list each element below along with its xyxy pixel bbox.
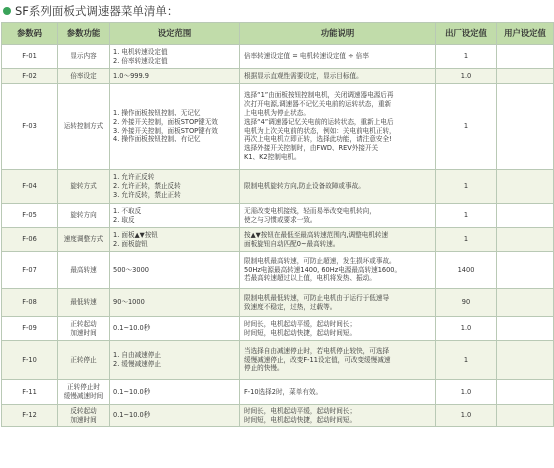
function-desc-line: 根据显示直观性需要设定，显示目标值。	[244, 71, 363, 80]
param-function-line: 显示内容	[70, 52, 97, 61]
factory-default-cell: 1	[436, 204, 497, 228]
function-desc-line: 当选择自由减速停止时，若电机停止较快，可选择	[244, 346, 390, 355]
function-desc-cell	[240, 204, 436, 228]
factory-default-cell: 1.0	[436, 405, 497, 427]
param-code-cell: F-07	[2, 252, 58, 289]
param-function-line: 倍率设定	[70, 71, 97, 80]
param-function-line: 速度调整方式	[63, 235, 104, 244]
function-desc-cell	[240, 84, 436, 170]
factory-default-cell: 90	[436, 289, 497, 317]
function-desc-line: 50Hz电源最高转速1400, 60Hz电源最高转速1600。	[244, 265, 402, 274]
setting-range-line: 2. 允许正转，禁止反转	[113, 182, 181, 191]
setting-range-cell	[110, 84, 240, 170]
param-function-cell	[58, 317, 110, 341]
setting-range-line: 1. 操作面板按钮控制、无记忆	[113, 108, 201, 117]
factory-default-cell: 1400	[436, 252, 497, 289]
setting-range-cell	[110, 170, 240, 204]
param-function-line: 旋转方向	[70, 211, 97, 220]
function-desc-line: 选择“4”调速器记忆关电前的运转状态，重新上电后	[244, 117, 394, 126]
table-row	[2, 69, 554, 84]
param-code-cell: F-10	[2, 341, 58, 380]
function-desc-cell	[240, 170, 436, 204]
user-setting-cell	[497, 289, 554, 317]
function-desc-line: 停止的快慢。	[244, 364, 284, 373]
setting-range-line: 1. 允许正反转	[113, 173, 155, 182]
function-desc-line: F-10选择2时，菜单有效。	[244, 387, 323, 396]
function-desc-line: 时间长，电机起动平缓，起动时间长；	[244, 319, 357, 328]
setting-range-cell	[110, 317, 240, 341]
param-code-cell: F-09	[2, 317, 58, 341]
setting-range-cell	[110, 45, 240, 69]
function-desc-line: 无需改变电机接线，轻而易举改变电机转向，	[244, 206, 376, 215]
setting-range-line: 1. 不取反	[113, 206, 142, 215]
param-function-line: 正转起动	[70, 319, 97, 328]
table-row	[2, 204, 554, 228]
function-desc-line: 时间短，电机起动快捷，起动时间短。	[244, 415, 357, 424]
header-range: 设定范围	[110, 23, 240, 45]
function-desc-cell	[240, 289, 436, 317]
setting-range-line: 1. 面板▲▼按钮	[113, 230, 158, 239]
function-desc-cell	[240, 45, 436, 69]
table-body	[2, 45, 554, 427]
setting-range-line: 2. 外接开关控制，面板STOP键无效	[113, 117, 218, 126]
setting-range-line: 90～1000	[113, 298, 145, 307]
user-setting-cell	[497, 252, 554, 289]
param-code-cell: F-11	[2, 380, 58, 405]
user-setting-cell	[497, 84, 554, 170]
function-desc-cell	[240, 341, 436, 380]
param-code-cell: F-03	[2, 84, 58, 170]
setting-range-cell	[110, 252, 240, 289]
function-desc-cell	[240, 252, 436, 289]
header-code: 参数码	[2, 23, 58, 45]
function-desc-cell	[240, 228, 436, 252]
user-setting-cell	[497, 341, 554, 380]
param-code-cell: F-04	[2, 170, 58, 204]
param-code-cell: F-06	[2, 228, 58, 252]
param-code-cell: F-05	[2, 204, 58, 228]
factory-default-cell: 1	[436, 341, 497, 380]
header-name: 参数功能	[58, 23, 110, 45]
function-desc-line: 限制电机最低转速，可防止电机由于运行于低速导	[244, 293, 390, 302]
factory-default-cell: 1.0	[436, 317, 497, 341]
function-desc-line: 面板旋钮自动匹配0~最高转速。	[244, 239, 340, 248]
function-desc-line: 若最高转速超过以上值，电机将发热、振动。	[244, 274, 376, 283]
menu-list-title	[0, 0, 554, 22]
function-desc-line: 电机为上次关电前的状态，例如：关电前电机正转，	[244, 126, 396, 135]
param-code-cell: F-12	[2, 405, 58, 427]
factory-default-cell: 1.0	[436, 69, 497, 84]
user-setting-cell	[497, 170, 554, 204]
user-setting-cell	[497, 204, 554, 228]
param-function-cell	[58, 204, 110, 228]
setting-range-cell	[110, 69, 240, 84]
setting-range-cell	[110, 405, 240, 427]
param-function-line: 缓慢减速时间	[63, 392, 104, 400]
table-row	[2, 405, 554, 427]
setting-range-line: 3. 外接开关控制，面板STOP键有效	[113, 126, 218, 135]
setting-range-cell	[110, 380, 240, 405]
param-function-line: 正转停止时	[67, 383, 100, 392]
setting-range-line: 0.1~10.0秒	[113, 387, 151, 396]
param-function-cell	[58, 380, 110, 405]
function-desc-line: K1、K2控制电机。	[244, 153, 301, 162]
factory-default-cell: 1	[436, 228, 497, 252]
setting-range-cell	[110, 289, 240, 317]
user-setting-cell	[497, 228, 554, 252]
param-function-cell	[58, 252, 110, 289]
function-desc-line: 上电电机为停止状态。	[244, 108, 310, 117]
param-function-cell	[58, 289, 110, 317]
function-desc-cell	[240, 405, 436, 427]
parameter-table	[1, 22, 554, 427]
setting-range-line: 0.1~10.0秒	[113, 324, 151, 333]
table-row	[2, 252, 554, 289]
setting-range-line: 1. 自由减速停止	[113, 351, 161, 360]
table-row	[2, 341, 554, 380]
factory-default-cell: 1	[436, 170, 497, 204]
param-function-line: 旋转方式	[70, 182, 97, 191]
function-desc-line: 选择“1”由面板按钮控制电机，关闭调速器电源后再	[244, 90, 394, 99]
setting-range-line: 500～3000	[113, 265, 149, 274]
param-code-cell: F-02	[2, 69, 58, 84]
table-row	[2, 317, 554, 341]
setting-range-line: 2. 倍率转速设定值	[113, 56, 168, 65]
table-header-row	[2, 23, 554, 45]
function-desc-cell	[240, 380, 436, 405]
param-function-line: 加速时间	[70, 328, 97, 337]
param-function-cell	[58, 84, 110, 170]
setting-range-line: 2. 缓慢减速停止	[113, 360, 161, 368]
table-row	[2, 170, 554, 204]
param-code-cell: F-01	[2, 45, 58, 69]
green-bullet-icon	[3, 7, 11, 15]
table-row	[2, 228, 554, 252]
setting-range-line: 3. 允许反转，禁止正转	[113, 190, 181, 199]
user-setting-cell	[497, 69, 554, 84]
function-desc-line: 再次上电电机立即正转，选择此功能，请注意安全!	[244, 135, 392, 144]
setting-range-cell	[110, 341, 240, 380]
param-function-cell	[58, 405, 110, 427]
setting-range-line: 0.1~10.0秒	[113, 411, 151, 420]
setting-range-line: 1.0～999.9	[113, 71, 149, 80]
function-desc-cell	[240, 317, 436, 341]
param-function-line: 反转起动	[70, 406, 97, 415]
menu-list-title-text: SF系列面板式调速器菜单清单：	[15, 4, 179, 18]
setting-range-line: 2. 面板旋钮	[113, 239, 148, 248]
function-desc-line: 倍率转速设定值 = 电机转速设定值 ÷ 倍率	[244, 52, 369, 61]
param-function-cell	[58, 69, 110, 84]
function-desc-line: 限制电机最高转速，可防止超速，发生损坏或事故。	[244, 256, 396, 265]
param-function-line: 加速时间	[70, 415, 97, 424]
param-code-cell: F-08	[2, 289, 58, 317]
param-function-line: 正转停止	[70, 355, 97, 364]
factory-default-cell: 1	[436, 45, 497, 69]
user-setting-cell	[497, 380, 554, 405]
function-desc-line: 时间长，电机起动平缓，起动时间长；	[244, 406, 357, 415]
param-function-line: 运转控制方式	[63, 122, 104, 131]
header-factory-default: 出厂设定值	[436, 23, 497, 45]
function-desc-line: 使之与习惯或要求一致。	[244, 215, 317, 224]
param-function-line: 最低转速	[70, 298, 97, 307]
function-desc-line: 选择外接开关控制时，由FWD、REV外接开关	[244, 144, 379, 153]
table-row	[2, 45, 554, 69]
header-function: 功能说明	[240, 23, 436, 45]
param-function-cell	[58, 170, 110, 204]
param-function-cell	[58, 228, 110, 252]
setting-range-line: 4. 操作面板按钮控制、有记忆	[113, 135, 201, 144]
factory-default-cell: 1.0	[436, 380, 497, 405]
function-desc-line: 致速度不稳定，过热，过载等。	[244, 302, 337, 311]
table-row	[2, 289, 554, 317]
function-desc-line: 时间短，电机起动快捷，起动时间短。	[244, 328, 357, 337]
param-function-cell	[58, 341, 110, 380]
header-user-setting: 用户设定值	[497, 23, 554, 45]
factory-default-cell: 1	[436, 84, 497, 170]
function-desc-line: 限制电机旋转方向,防止设备故障或事故。	[244, 182, 365, 191]
user-setting-cell	[497, 405, 554, 427]
user-setting-cell	[497, 45, 554, 69]
table-row	[2, 380, 554, 405]
setting-range-cell	[110, 204, 240, 228]
user-setting-cell	[497, 317, 554, 341]
function-desc-line: 次打开电源,调速器不记忆关电前的运转状态，重新	[244, 99, 392, 108]
function-desc-line: 缓慢减速停止，改变F-11设定值，可改变缓慢减速	[244, 355, 391, 364]
setting-range-cell	[110, 228, 240, 252]
table-row	[2, 84, 554, 170]
param-function-cell	[58, 45, 110, 69]
function-desc-cell	[240, 69, 436, 84]
setting-range-line: 1. 电机转速设定值	[113, 47, 168, 56]
param-function-line: 最高转速	[70, 265, 97, 274]
setting-range-line: 2. 取反	[113, 215, 135, 224]
function-desc-line: 按▲▼按钮在最低至最高转速范围内,调整电机转速	[244, 230, 389, 239]
